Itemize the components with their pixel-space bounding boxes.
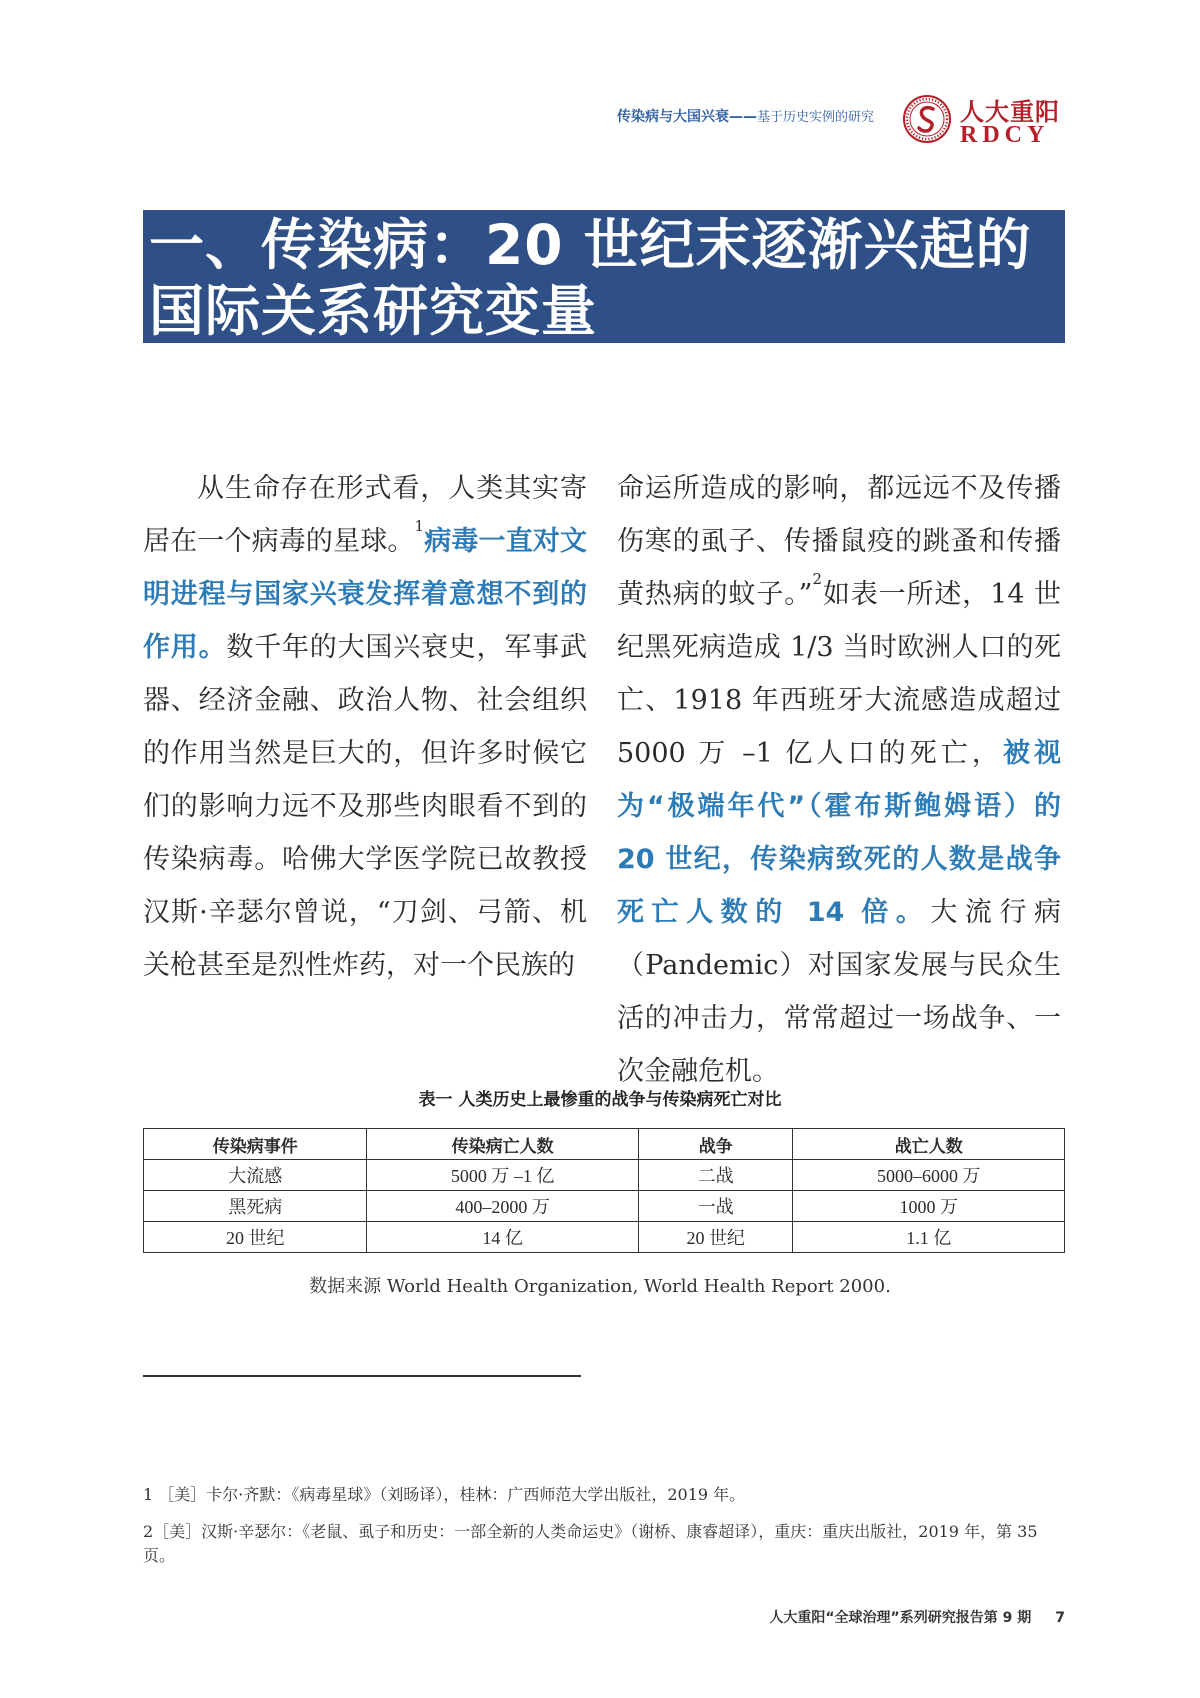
table-header-row bbox=[144, 1129, 1065, 1160]
text-run: 从生命存在形式看，人类其实寄居在一个病毒的星球。 bbox=[143, 473, 587, 557]
highlight-text: 病毒一直对文明进程与国家兴衰发挥着意想不到的作用。 bbox=[143, 526, 588, 663]
page-footer bbox=[769, 1607, 1065, 1627]
comparison-table bbox=[143, 1128, 1065, 1253]
table-header-cell: 战亡人数 bbox=[793, 1129, 1065, 1160]
table-cell: 大流感 bbox=[144, 1160, 367, 1191]
text-run: 大流行病（Pandemic）对国家发展与民众生活的冲击力，常常超过一场战争、一次金融危机。 bbox=[617, 897, 1061, 1087]
rdcy-logo bbox=[902, 92, 1062, 152]
page-header bbox=[0, 92, 1200, 152]
table-header-cell: 战争 bbox=[638, 1129, 793, 1160]
body-column-left bbox=[143, 462, 587, 992]
text-run: 数千年的大国兴衰史，军事武器、经济金融、政治人物、社会组织的作用当然是巨大的，但许多时候它们的影响力远不及那些肉眼看不到的传染病毒。哈佛大学医学院已故教授汉斯·辛瑟尔曾说，“刀剑、弓箭、机关枪甚至是烈性炸药，对一个民族的 bbox=[143, 632, 588, 981]
table-cell: 黑死病 bbox=[144, 1191, 367, 1222]
footnote-2: 2［美］汉斯·辛瑟尔：《老鼠、虱子和历史：一部全新的人类命运史》（谢桥、康睿超译），重庆：重庆出版社，2019 年，第 35 页。 bbox=[143, 1522, 1038, 1565]
table-row bbox=[144, 1191, 1065, 1222]
table-caption: 表一 人类历史上最惨重的战争与传染病死亡对比 bbox=[418, 1090, 782, 1110]
table-row bbox=[144, 1160, 1065, 1191]
footnote-divider bbox=[143, 1375, 581, 1377]
highlight-text-2: 被视为“极端年代”（霍布斯鲍姆语）的 20 世纪，传染病致死的人数是战争死亡人数的 14 倍。 bbox=[617, 738, 1062, 928]
running-dash: —— bbox=[728, 109, 757, 125]
table-cell: 1000 万 bbox=[793, 1191, 1065, 1222]
text-run: 如表一所述，14 世纪黑死病造成 1/3 当时欧洲人口的死亡、1918 年西班牙大流感造成超过 5000 万 –1 亿人口的死亡， bbox=[617, 579, 1061, 769]
footnote-ref-1: 1 bbox=[414, 517, 425, 535]
running-title: 传染病与大国兴衰 bbox=[616, 109, 729, 125]
table-cell: 1.1 亿 bbox=[793, 1222, 1065, 1253]
rdcy-seal-icon bbox=[902, 94, 952, 144]
running-subtitle: 基于历史实例的研究 bbox=[756, 110, 874, 125]
table-cell: 5000 万 –1 亿 bbox=[367, 1160, 638, 1191]
table-header-cell: 传染病亡人数 bbox=[367, 1129, 638, 1160]
logo-chinese-name: 人大重阳 bbox=[960, 97, 1060, 126]
table-cell: 14 亿 bbox=[367, 1222, 638, 1253]
section-title-block bbox=[143, 210, 1065, 343]
table-source: 数据来源 World Health Organization, World Health Report 2000. bbox=[309, 1276, 891, 1297]
text-run: 命运所造成的影响，都远远不及传播伤寒的虱子、传播鼠疫的跳蚤和传播黄热病的蚊子。” bbox=[617, 473, 1061, 610]
footnote-1: 1 ［美］卡尔·齐默：《病毒星球》（刘旸译），桂林：广西师范大学出版社，2019 年。 bbox=[143, 1485, 746, 1504]
footnote-ref-2: 2 bbox=[812, 570, 823, 588]
table-cell: 20 世纪 bbox=[638, 1222, 793, 1253]
page-number: 7 bbox=[1055, 1610, 1065, 1626]
paragraph-1-continued bbox=[617, 462, 1061, 1098]
paragraph-1 bbox=[143, 462, 587, 992]
logo-english-name: RDCY bbox=[960, 122, 1050, 148]
table-cell: 一战 bbox=[638, 1191, 793, 1222]
running-head bbox=[617, 106, 874, 126]
footer-series: 人大重阳“全球治理”系列研究报告第 9 期 bbox=[769, 1610, 1032, 1626]
table-cell: 20 世纪 bbox=[144, 1222, 367, 1253]
table-cell: 二战 bbox=[638, 1160, 793, 1191]
section-title: 一、传染病：20 世纪末逐渐兴起的国际关系研究变量 bbox=[149, 213, 1032, 343]
table-header-cell: 传染病事件 bbox=[144, 1129, 367, 1160]
body-column-right bbox=[617, 462, 1061, 1098]
table-row bbox=[144, 1222, 1065, 1253]
table-cell: 5000–6000 万 bbox=[793, 1160, 1065, 1191]
table-cell: 400–2000 万 bbox=[367, 1191, 638, 1222]
